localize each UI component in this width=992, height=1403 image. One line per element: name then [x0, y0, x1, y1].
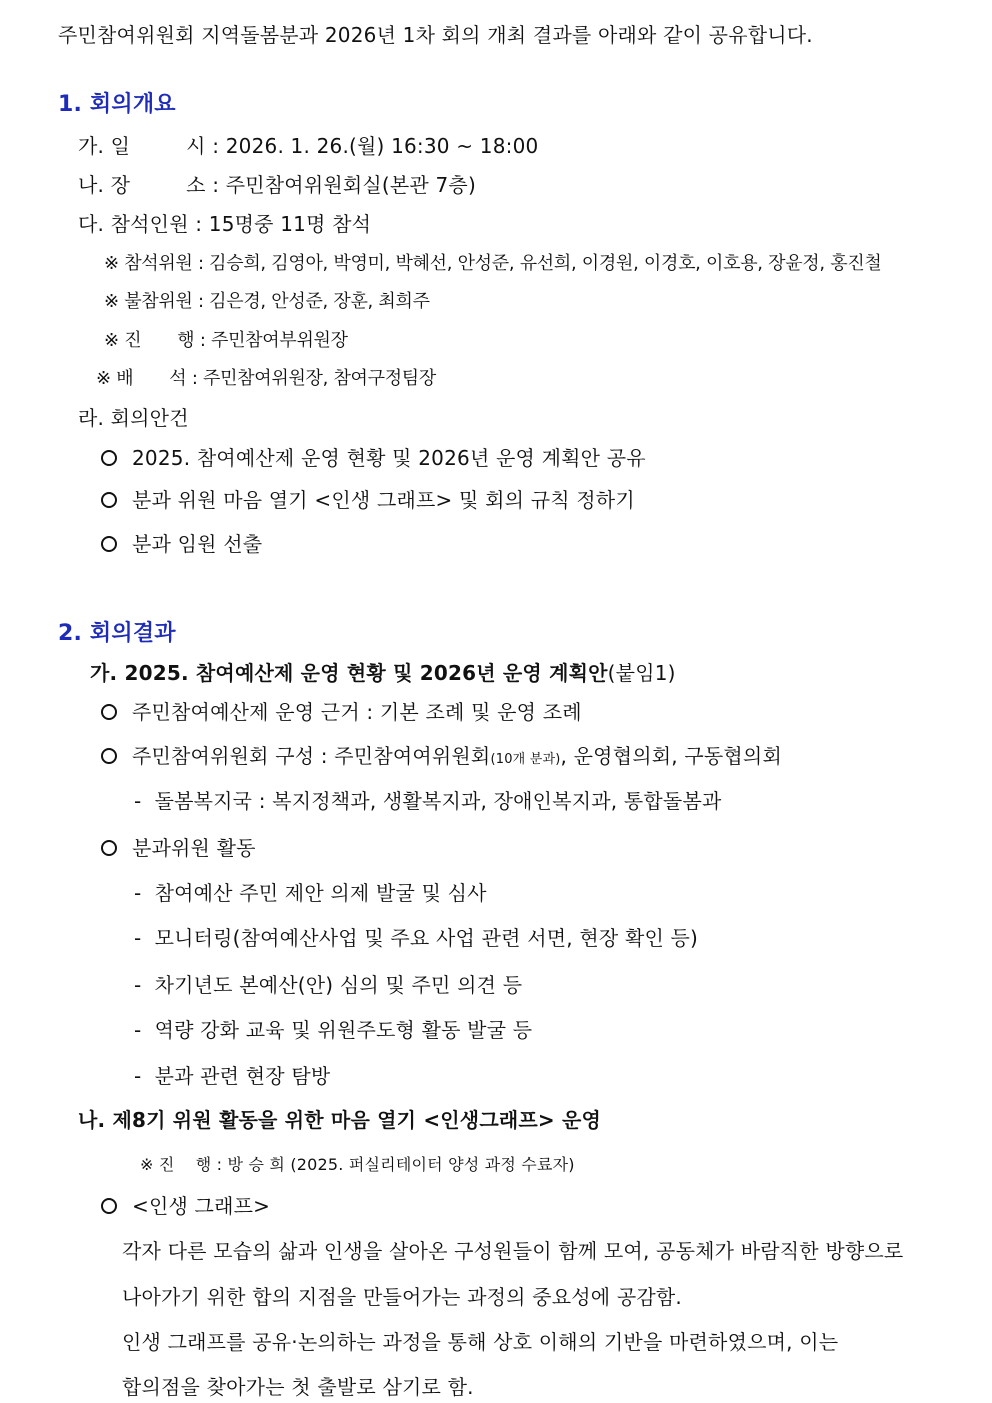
intro-text: 주민참여위원회 지역돌봄분과 2026년 1차 회의 개최 결과를 아래와 같이 공유합니다. [58, 23, 813, 47]
agenda-item: 2025. 참여예산제 운영 현황 및 2026년 운영 계획안 공유 [132, 446, 646, 470]
attendance: 다. 참석인원 : 15명중 11명 참석 [78, 212, 372, 236]
progress-line [104, 328, 348, 354]
bullet-circle-icon [101, 536, 117, 552]
paragraph-line: 인생 그래프를 공유·논의하는 과정을 통해 상호 이해의 기반을 마련하였으며, 이는 [122, 1330, 839, 1354]
subsection-a-title: 가. 2025. 참여예산제 운영 현황 및 2026년 운영 계획안 [90, 661, 608, 685]
activity-item: - 차기년도 본예산(안) 심의 및 주민 의견 등 [134, 973, 523, 997]
bullet-circle-icon [101, 840, 117, 856]
subsection-a-attachment: (붙임1) [607, 661, 676, 685]
progress-label-b: 행 [177, 330, 195, 351]
members-absent: ※ 불참위원 : 김은경, 안성준, 장훈, 최희주 [104, 291, 430, 312]
subsection-a [90, 660, 676, 686]
bullet-circle-icon [101, 704, 117, 720]
care-dept-line: - 돌봄복지국 : 복지정책과, 생활복지과, 장애인복지과, 통합돌봄과 [134, 789, 722, 813]
paragraph-line: 나아가기 위한 합의 지점을 만들어가는 과정의 중요성에 공감함. [122, 1285, 682, 1309]
place-label-a: 나. 장 [78, 173, 131, 197]
paragraph-line: 각자 다른 모습의 삶과 인생을 살아온 구성원들이 함께 모여, 공동체가 바람직한 방향으로 [122, 1239, 904, 1263]
place-label-b: 소 [186, 173, 206, 197]
seat-value: : 주민참여위원장, 참여구정팀장 [191, 368, 436, 389]
seat-label-b: 석 [169, 368, 187, 389]
bullet-circle-icon [101, 748, 117, 764]
date-label-a: 가. 일 [78, 134, 131, 158]
date-label-b: 시 [186, 134, 206, 158]
place-value: : 주민참여위원회실(본관 7층) [212, 173, 476, 197]
graph-title: <인생 그래프> [132, 1194, 271, 1218]
agenda-title: 라. 회의안건 [78, 406, 189, 430]
composition-main: 주민참여위원회 구성 : 주민참여여위원회 [132, 744, 491, 768]
bullet-circle-icon [101, 492, 117, 508]
section2-title: 2. 회의결과 [58, 621, 176, 646]
paragraph-line: 합의점을 찾아가는 첫 출발로 삼기로 함. [122, 1375, 474, 1399]
agenda-item: 분과 위원 마음 열기 <인생 그래프> 및 회의 규칙 정하기 [132, 488, 635, 512]
seat-label-a: ※ 배 [96, 368, 134, 389]
date-value: : 2026. 1. 26.(월) 16:30 ~ 18:00 [212, 134, 539, 158]
bullet-circle-icon [101, 1198, 117, 1214]
composition-note: (10개 분과) [490, 752, 561, 767]
activity-item: - 분과 관련 현장 탐방 [134, 1064, 331, 1088]
care-dept-text: 돌봄복지국 : 복지정책과, 생활복지과, 장애인복지과, 통합돌봄과 [154, 789, 722, 813]
progress-value: : 주민참여부위원장 [199, 330, 348, 351]
meeting-place [78, 172, 476, 198]
facilitator-line: ※ 진 행 : 방 승 희 (2025. 퍼실리테이터 양성 과정 수료자) [140, 1155, 575, 1174]
activity-item: - 참여예산 주민 제안 의제 발굴 및 심사 [134, 881, 487, 905]
agenda-item: 분과 임원 선출 [132, 532, 263, 556]
meeting-date [78, 133, 538, 159]
subsection-b-title: 나. 제8기 위원 활동을 위한 마음 열기 <인생그래프> 운영 [78, 1108, 602, 1132]
progress-label-a: ※ 진 [104, 330, 142, 351]
basis-text: 주민참여예산제 운영 근거 : 기본 조례 및 운영 조례 [132, 700, 582, 724]
seat-line [96, 366, 436, 392]
activities-title: 분과위원 활동 [132, 836, 256, 860]
activity-item: - 모니터링(참여예산사업 및 주요 사업 관련 서면, 현장 확인 등) [134, 926, 699, 950]
composition-text [132, 743, 782, 773]
section1-title: 1. 회의개요 [58, 92, 176, 117]
activity-item: - 역량 강화 교육 및 위원주도형 활동 발굴 등 [134, 1018, 533, 1042]
members-attend: ※ 참석위원 : 김승희, 김영아, 박영미, 박혜선, 안성준, 유선희, 이경원, 이경호, 이호용, 장윤정, 홍진철 [104, 253, 882, 274]
bullet-circle-icon [101, 450, 117, 466]
composition-rest: , 운영협의회, 구동협의회 [560, 744, 782, 768]
